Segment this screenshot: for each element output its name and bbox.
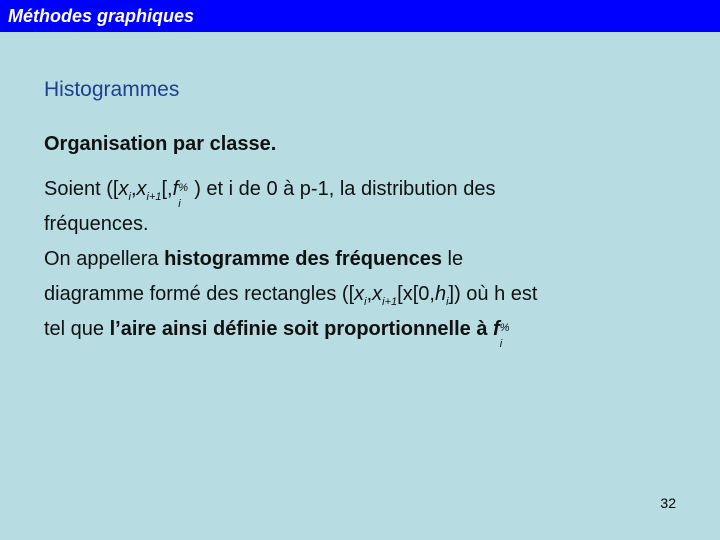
title-bar	[0, 0, 720, 32]
body-line-3: On appellera histogramme des fréquences le	[44, 248, 464, 270]
page-number: 32	[660, 495, 676, 511]
section-heading: Histogrammes	[44, 78, 180, 101]
body-text	[44, 172, 684, 350]
slide-title: Méthodes graphiques	[8, 6, 195, 26]
term-area: l’aire ainsi définie soit proportionnelle à	[109, 318, 494, 340]
body-line-4: diagramme formé des rectangles ([$x_i,x_{i+1}[x[0,h_i])$ où h est	[44, 283, 538, 308]
body-line-2: fréquences.	[44, 213, 149, 235]
body-line-5: tel que l’aire ainsi définie soit proportionnelle à f % i	[44, 318, 510, 350]
body-line-1: Soient ([$x_i,x_{i+1}[,f$ % i ) et i de 0 à p-1, la distribution des	[44, 178, 496, 210]
subheading: Organisation par classe.	[44, 133, 277, 155]
term-histogram: histogramme des fréquences	[164, 248, 442, 270]
